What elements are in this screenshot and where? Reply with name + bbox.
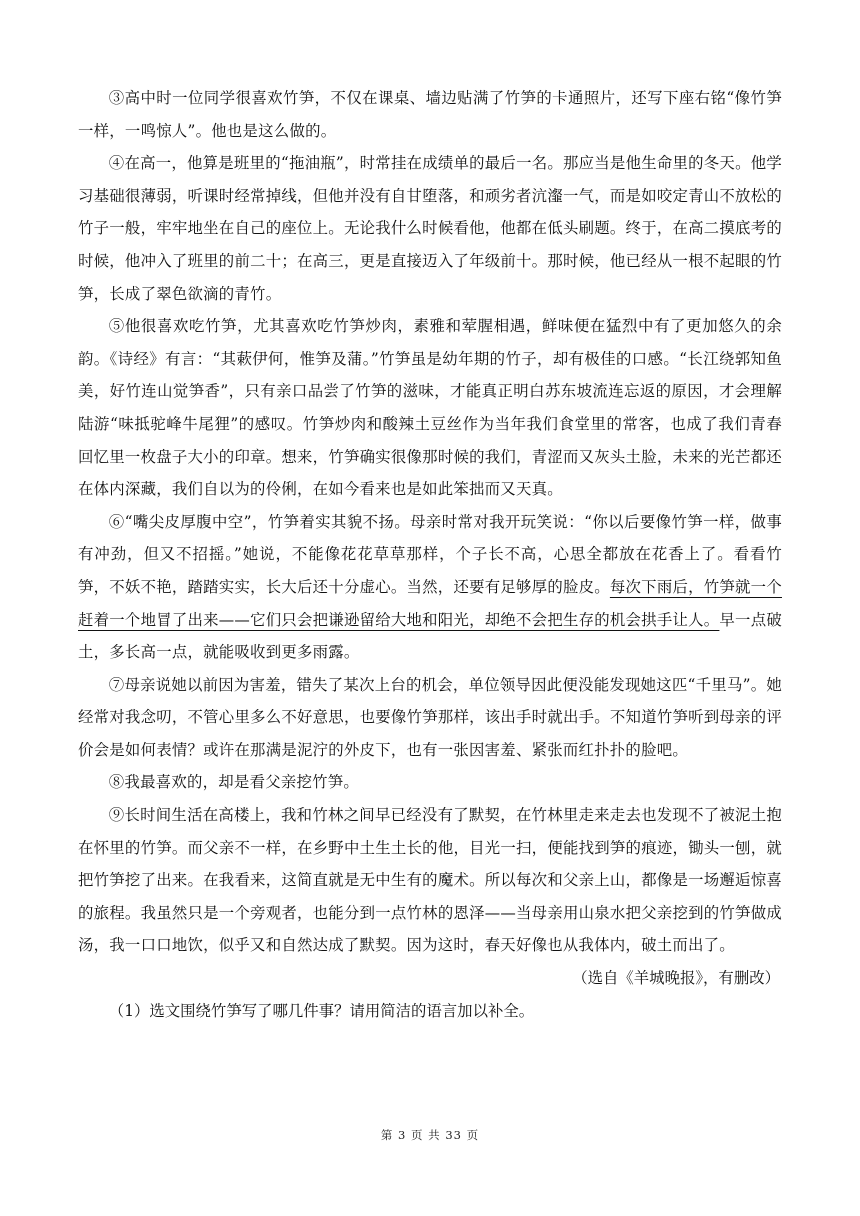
paragraph-text: 早一点破土，多长高一点，就能吸收到更多雨露。 [78,610,782,662]
paragraph-text: ③高中时一位同学很喜欢竹笋，不仅在课桌、墙边贴满了竹笋的卡通照片，还写下座右铭“像竹笋一样，一鸣惊人”。他也是这么做的。 [78,89,782,140]
paragraph-p9 [78,799,782,962]
page-footer: 第 3 页 共 33 页 [380,1128,480,1142]
paragraph-p3 [78,82,782,147]
paragraph-text: ⑧我最喜欢的，却是看父亲挖竹笋。 [108,773,360,792]
paragraph-p5 [78,310,782,506]
paragraph-list [78,82,782,962]
paragraph-p8 [78,766,782,799]
article-body [78,82,782,1027]
source-citation: （选自《羊城晚报》，有删改） [572,969,780,988]
paragraph-text: ⑤他很喜欢吃竹笋，尤其喜欢吃竹笋炒肉，素雅和荤腥相遇，鲜味便在猛烈中有了更加悠久的余韵。《诗经》有言：“其蔌伊何，惟笋及蒲。”竹笋虽是幼年期的竹子，却有极佳的口感。“长江绕郭知鱼美，好竹连山觉笋香”，只有亲口品尝了竹笋的滋味，才能真正明白苏东坡流连忘返的原因，才会理解陆游“味抵驼峰牛尾狸”的感叹。竹笋炒肉和酸辣土豆丝作为当年我们食堂里的常客，也成了我们青春回忆里一枚盘子大小的印章。想来，竹笋确实很像那时候的我们，青涩而又灰头土脸，未来的光芒都还在体内深藏，我们自以为的伶俐，在如今看来也是如此笨拙而又天真。 [78,317,782,499]
underlined-sentence: 每次下雨后，竹笋就一个赶着一个地冒了出来——它们只会把谦逊留给大地和阳光，却绝不会把生存的机会拱手让人。 [78,577,782,629]
paragraph-p7 [78,669,782,767]
paragraph-text: ⑦母亲说她以前因为害羞，错失了某次上台的机会，单位领导因此便没能发现她这匹“千里马”。她经常对我念叨，不管心里多么不好意思，也要像竹笋那样，该出手时就出手。不知道竹笋听到母亲的评价会是如何表情？或许在那满是泥泞的外皮下，也有一张因害羞、紧张而红扑扑的脸吧。 [78,675,782,759]
paragraph-text: ⑨长时间生活在高楼上，我和竹林之间早已经没有了默契，在竹林里走来走去也发现不了被泥土抱在怀里的竹笋。而父亲不一样，在乡野中土生土长的他，目光一扫，便能找到笋的痕迹，锄头一刨，就把竹笋挖了出来。在我看来，这简直就是无中生有的魔术。所以每次和父亲上山，都像是一场邂逅惊喜的旅程。我虽然只是一个旁观者，也能分到一点竹林的恩泽——当母亲用山泉水把父亲挖到的竹笋做成汤，我一口口地饮，似乎又和自然达成了默契。因为这时，春天好像也从我体内，破土而出了。 [78,806,782,955]
paragraph-text: ④在高一，他算是班里的“拖油瓶”，时常挂在成绩单的最后一名。那应当是他生命里的冬天。他学习基础很薄弱，听课时经常掉线，但他并没有自甘堕落，和顽劣者沆瀣一气，而是如咬定青山不放松的竹子一般，牢牢地坐在自己的座位上。无论我什么时候看他，他都在低头刷题。终于，在高二摸底考的时候，他冲入了班里的前二十；在高三，更是直接迈入了年级前十。那时候，他已经从一根不起眼的竹笋，长成了翠色欲滴的青竹。 [78,154,782,303]
paragraph-p6 [78,506,782,669]
paragraph-p4 [78,147,782,310]
paragraph-text: ⑥“嘴尖皮厚腹中空”，竹笋着实其貌不扬。母亲时常对我开玩笑说：“你以后要像竹笋一样，做事有冲劲，但又不招摇。”她说，不能像花花草草那样，个子长不高，心思全都放在花香上了。看看竹笋，不妖不艳，踏踏实实，长大后还十分虚心。当然，还要有足够厚的脸皮。 [78,512,782,596]
question-1: （1）选文围绕竹笋写了哪几件事？请用简洁的语言加以补全。 [108,1001,535,1020]
